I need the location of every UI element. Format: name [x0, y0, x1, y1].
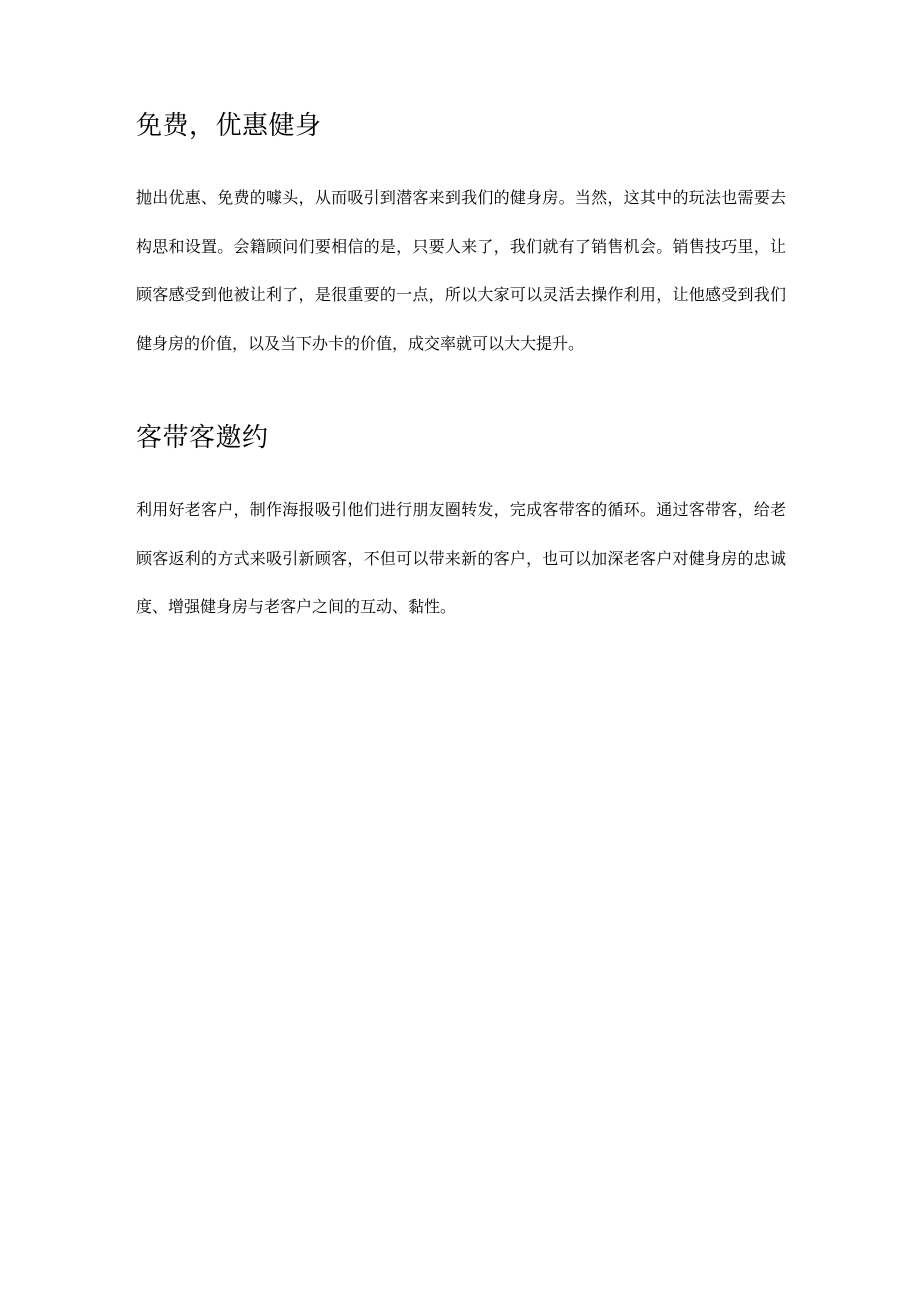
- section-paragraph: 抛出优惠、免费的噱头，从而吸引到潜客来到我们的健身房。当然，这其中的玩法也需要去构思和设置。会籍顾问们要相信的是，只要人来了，我们就有了销售机会。销售技巧里，让顾客感受到他被让利了，是很重要的一点，所以大家可以灵活去操作利用，让他感受到我们健身房的价值，以及当下办卡的价值，成交率就可以大大提升。: [136, 188, 786, 353]
- section-paragraph: 利用好老客户，制作海报吸引他们进行朋友圈转发，完成客带客的循环。通过客带客，给老顾客返利的方式来吸引新顾客，不但可以带来新的客户，也可以加深老客户对健身房的忠诚度、增强健身房与老客户之间的互动、黏性。: [136, 500, 786, 616]
- section-referral-invitation: [136, 416, 786, 632]
- section-heading: 客带客邀约: [136, 423, 269, 453]
- section-free-discount-fitness: [136, 104, 786, 368]
- section-heading: 免费，优惠健身: [136, 111, 322, 141]
